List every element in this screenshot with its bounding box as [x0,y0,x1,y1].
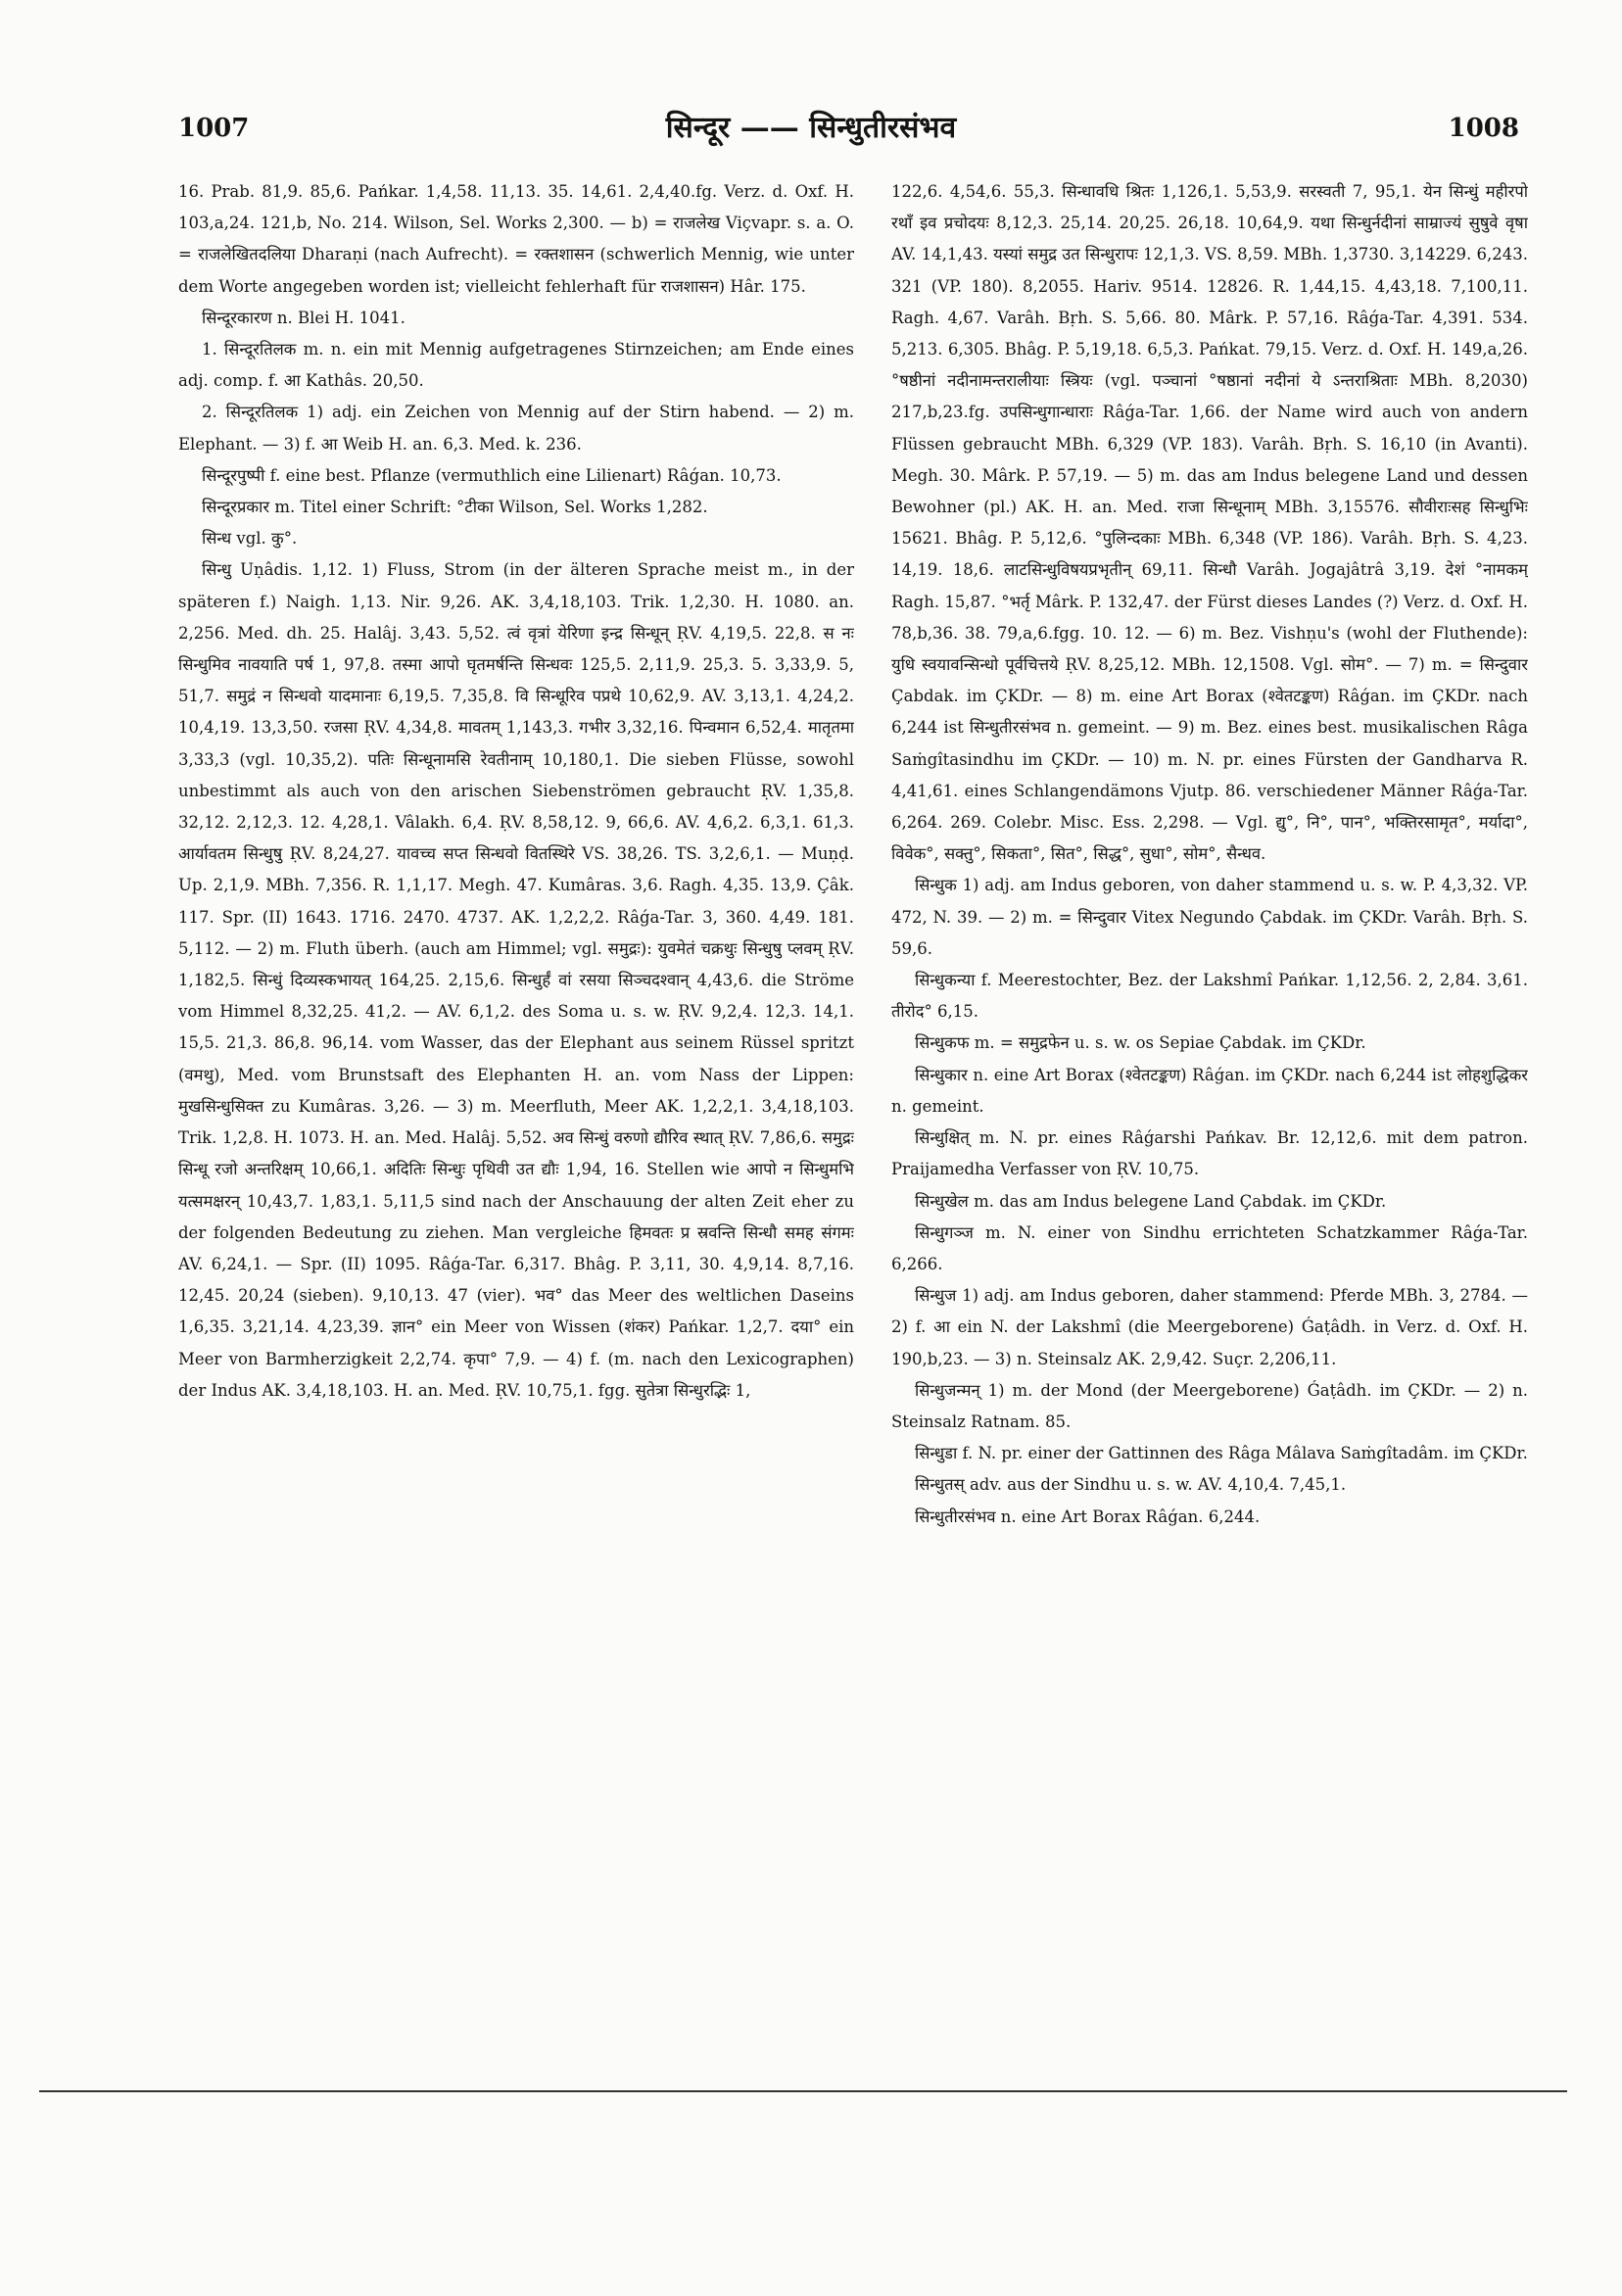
dictionary-entry: सिन्धुक्षित् m. N. pr. eines Râǵarshi Pańkav. Br. 12,12,6. mit dem patron. Praijamedha Verfasser von ṚV. 10,75. [891,1128,1528,1179]
dictionary-entry: सिन्धुतस् adv. aus der Sindhu u. s. w. AV. 4,10,4. 7,45,1. [915,1475,1347,1495]
dictionary-entry: 1. सिन्दूरतिलक m. n. ein mit Mennig aufgetragenes Stirnzeichen; am Ende eines adj. comp. f. आ Kathâs. 20,50. [178,340,854,391]
bottom-rule [39,2090,1567,2092]
dictionary-entry: सिन्दूरकारण n. Blei H. 1041. [202,308,406,327]
left-column [178,176,854,2086]
dictionary-entry: सिन्धुज 1) adj. am Indus geboren, daher stammend: Pferde MBh. 3, 2784. — 2) f. आ ein N. der Lakshmî (die Meergeborene) Ǵaṭâdh. in Verz. d. Oxf. H. 190,b,23. — 3) n. Steinsalz AK. 2,9,42. Suçr. 2,206,11. [891,1286,1528,1368]
dictionary-entry: सिन्धुकफ m. = समुद्रफेन u. s. w. os Sepiae Çabdak. im ÇKDr. [915,1033,1366,1053]
dictionary-entry: 2. सिन्दूरतिलक 1) adj. ein Zeichen von Mennig auf der Stirn habend. — 2) m. Elephant. — 3) f. आ Weib H. an. 6,3. Med. k. 236. [178,403,854,454]
dictionary-entry: सिन्ध vgl. कु°. [202,529,298,549]
dictionary-entry: सिन्धुगञ्ज m. N. einer von Sindhu errichteten Schatzkammer Râǵa-Tar. 6,266. [891,1222,1528,1273]
page-number-left: 1007 [178,114,250,143]
page-header [0,106,1622,155]
entry-continuation: 16. Prab. 81,9. 85,6. Pańkar. 1,4,58. 11,13. 35. 14,61. 2,4,40.fg. Verz. d. Oxf. H. 103,a,24. 121,b, No. 214. Wilson, Sel. Works 2,300. — b) = राजलेख Viçvapr. s. a. O. = राजलेखितदलिया Dharaṇi (nach Aufrecht). = रक्तशासन (schwerlich Mennig, wie unter dem Worte angegeben worden ist; vielleicht fehlerhaft für राजशासन) Hâr. 175. [178,182,854,296]
dictionary-entry: सिन्दूरपुष्पी f. eine best. Pflanze (vermuthlich eine Lilienart) Râǵan. 10,73. [202,465,782,485]
dictionary-entry: सिन्धुक 1) adj. am Indus geboren, von daher stammend u. s. w. P. 4,3,32. VP. 472, N. 39. — 2) m. = सिन्दुवार Vitex Negundo Çabdak. im ÇKDr. Varâh. Bṛh. S. 59,6. [891,876,1528,958]
running-title: सिन्दूर —— सिन्धुतीरसंभव [665,111,957,145]
right-column [891,176,1528,2086]
dictionary-entry: सिन्धुकन्या f. Meerestochter, Bez. der Lakshmî Pańkar. 1,12,56. 2, 2,84. 3,61. तीरोद° 6,15. [891,971,1528,1022]
dictionary-entry: सिन्धु Uṇâdis. 1,12. 1) Fluss, Strom (in der älteren Sprache meist m., in der späteren f.) Naigh. 1,13. Nir. 9,26. AK. 3,4,18,103. Trik. 1,2,30. H. 1080. an. 2,256. Med. dh. 25. Halâj. 3,43. 5,52. त्वं वृत्रां येरिणा इन्द्र सिन्धून् ṚV. 4,19,5. 22,8. स नः सिन्धुमिव नावयाति पर्ष 1, 97,8. तस्मा आपो घृतमर्षन्ति सिन्धवः 125,5. 2,11,9. 25,3. 5. 3,33,9. 5, 51,7. समुद्रं न सिन्धवो यादमानाः 6,19,5. 7,35,8. वि सिन्धूरिव पप्रथे 10,62,9. AV. 3,13,1. 4,24,2. 10,4,19. 13,3,50. रजसा ṚV. 4,34,8. मावतम् 1,143,3. गभीर 3,32,16. पिन्वमान 6,52,4. मातृतमा 3,33,3 (vgl. 10,35,2). पतिः सिन्धूनामसि रेवतीनाम् 10,180,1. Die sieben Flüsse, sowohl unbestimmt als auch von den arischen Siebenströmen gebraucht ṚV. 1,35,8. 32,12. 2,12,3. 12. 4,28,1. Vâlakh. 6,4. ṚV. 8,58,12. 9, 66,6. AV. 4,6,2. 6,3,1. 61,3. आर्यावतम सिन्धुषु ṚV. 8,24,27. यावच्च सप्त सिन्धवो वितस्थिरे VS. 38,26. TS. 3,2,6,1. — Muṇḍ. Up. 2,1,9. MBh. 7,356. R. 1,1,17. Megh. 47. Kumâras. 3,6. Ragh. 4,35. 13,9. Çâk. 117. Spr. (II) 1643. 1716. 2470. 4737. AK. 1,2,2,2. Râǵa-Tar. 3, 360. 4,49. 181. 5,112. — 2) m. Fluth überh. (auch am Himmel; vgl. समुद्रः): युवमेतं चक्रथुः सिन्धुषु प्लवम् ṚV. 1,182,5. सिन्धुं दिव्यस्कभायत् 164,25. 2,15,6. सिन्धुर्हं वां रसया सिञ्चदश्वान् 4,43,6. die Ströme vom Himmel 8,32,25. 41,2. — AV. 6,1,2. des Soma u. s. w. ṚV. 9,2,4. 12,3. 14,1. 15,5. 21,3. 86,8. 96,14. vom Wasser, das der Elephant aus seinem Rüssel spritzt (वमथु), Med. vom Brunstsaft des Elephanten H. an. vom Nass der Lippen: मुखसिन्धुसिक्त zu Kumâras. 3,26. — 3) m. Meerfluth, Meer AK. 1,2,2,1. 3,4,18,103. Trik. 1,2,8. H. 1073. H. an. Med. Halâj. 5,52. अव सिन्धुं वरुणो द्यौरिव स्थात् ṚV. 7,86,6. समुद्रः सिन्धू रजो अन्तरिक्षम् 10,66,1. अदितिः सिन्धुः पृथिवी उत द्यौः 1,94, 16. Stellen wie आपो न सिन्धुमभि यत्समक्षरन् 10,43,7. 1,83,1. 5,11,5 sind nach der Anschauung der alten Zeit eher zu der folgenden Bedeutung zu ziehen. Man vergleiche हिमवतः प्र स्रवन्ति सिन्धौ समह संगमः AV. 6,24,1. — Spr. (II) 1095. Râǵa-Tar. 6,317. Bhâg. P. 3,11, 30. 4,9,14. 8,7,16. 12,45. 20,24 (sieben). 9,10,13. 47 (vier). भव° das Meer des weltlichen Daseins 1,6,35. 3,21,14. 4,23,39. ज्ञान° ein Meer von Wissen (शंकर) Pańkar. 1,2,7. दया° ein Meer von Barmherzigkeit 2,2,74. कृपा° 7,9. — 4) f. (m. nach den Lexicographen) der Indus AK. 3,4,18,103. H. an. Med. ṚV. 10,75,1. fgg. सुतेत्रा सिन्धुरद्भिः 1, [178,560,854,1400]
page-number-right: 1008 [1448,114,1519,143]
dictionary-entry: सिन्धुकार n. eine Art Borax (श्वेतटङ्कण) Râǵan. im ÇKDr. nach 6,244 ist लोहशुद्धिकर n. gemeint. [891,1065,1528,1116]
dictionary-entry: सिन्धुडा f. N. pr. einer der Gattinnen des Râga Mâlava Saṁgîtadâm. im ÇKDr. [915,1444,1528,1463]
dictionary-entry: सिन्धुजन्मन् 1) m. der Mond (der Meergeborene) Ǵaṭâdh. im ÇKDr. — 2) n. Steinsalz Ratnam. 85. [891,1380,1528,1431]
dictionary-entry: सिन्दूरप्रकार m. Titel einer Schrift: °टीका Wilson, Sel. Works 1,282. [202,498,708,517]
dictionary-entry: सिन्धुतीरसंभव n. eine Art Borax Râǵan. 6,244. [915,1507,1261,1526]
dictionary-entry: सिन्धुखेल m. das am Indus belegene Land Çabdak. im ÇKDr. [915,1191,1387,1211]
entry-continuation: 122,6. 4,54,6. 55,3. सिन्धावधि श्रितः 1,126,1. 5,53,9. सरस्वती 7, 95,1. येन सिन्धुं महीरपो रथाँ इव प्रचोदयः 8,12,3. 25,14. 20,25. 26,18. 10,64,9. यथा सिन्धुर्नदीनां साम्राज्यं सुषुवे वृषा AV. 14,1,43. यस्यां समुद्र उत सिन्धुरापः 12,1,3. VS. 8,59. MBh. 1,3730. 3,14229. 6,243. 321 (VP. 180). 8,2055. Hariv. 9514. 12826. R. 1,44,15. 4,43,18. 7,100,11. Ragh. 4,67. Varâh. Bṛh. S. 5,66. 80. Mârk. P. 57,16. Râǵa-Tar. 4,391. 534. 5,213. 6,305. Bhâg. P. 5,19,18. 6,5,3. Pańkat. 79,15. Verz. d. Oxf. H. 149,a,26. °षष्ठीनां नदीनामन्तरालीयाः स्त्रियः (vgl. पञ्चानां °षष्ठानां नदीनां ये ऽन्तराश्रिताः MBh. 8,2030) 217,b,23.fg. उपसिन्धुगान्धाराः Râǵa-Tar. 1,66. der Name wird auch von andern Flüssen gebraucht MBh. 6,329 (VP. 183). Varâh. Bṛh. S. 16,10 (in Avanti). Megh. 30. Mârk. P. 57,19. — 5) m. das am Indus belegene Land und dessen Bewohner (pl.) AK. H. an. Med. राजा सिन्धूनाम् MBh. 3,15576. सौवीराःसह सिन्धुभिः 15621. Bhâg. P. 5,12,6. °पुलिन्दकाः MBh. 6,348 (VP. 186). Varâh. Bṛh. S. 4,23. 14,19. 18,6. लाटसिन्धुविषयप्रभृतीन् 69,11. सिन्धौ Varâh. Jogajâtrâ 3,19. देशं °नामकम् Ragh. 15,87. °भर्तृ Mârk. P. 132,47. der Fürst dieses Landes (?) Verz. d. Oxf. H. 78,b,36. 38. 79,a,6.fgg. 10. 12. — 6) m. Bez. Vishṇu's (wohl der Fluthende): युधि स्वयावन्सिन्धो पूर्वचित्तये ṚV. 8,25,12. MBh. 12,1508. Vgl. सोम°. — 7) m. = सिन्दुवार Çabdak. im ÇKDr. — 8) m. eine Art Borax (श्वेतटङ्कण) Râǵan. im ÇKDr. nach 6,244 ist सिन्धुतीरसंभव n. gemeint. — 9) m. Bez. eines best. musikalischen Râga Saṁgîtasindhu im ÇKDr. — 10) m. N. pr. eines Fürsten der Gandharva R. 4,41,61. eines Schlangendämons Vjutp. 86. verschiedener Männer Râǵa-Tar. 6,264. 269. Colebr. Misc. Ess. 2,298. — Vgl. द्यु°, नि°, पान°, भक्तिरसामृत°, मर्यादा°, विवेक°, सक्तु°, सिकता°, सित°, सिद्ध°, सुधा°, सोम°, सैन्धव. [891,182,1528,864]
